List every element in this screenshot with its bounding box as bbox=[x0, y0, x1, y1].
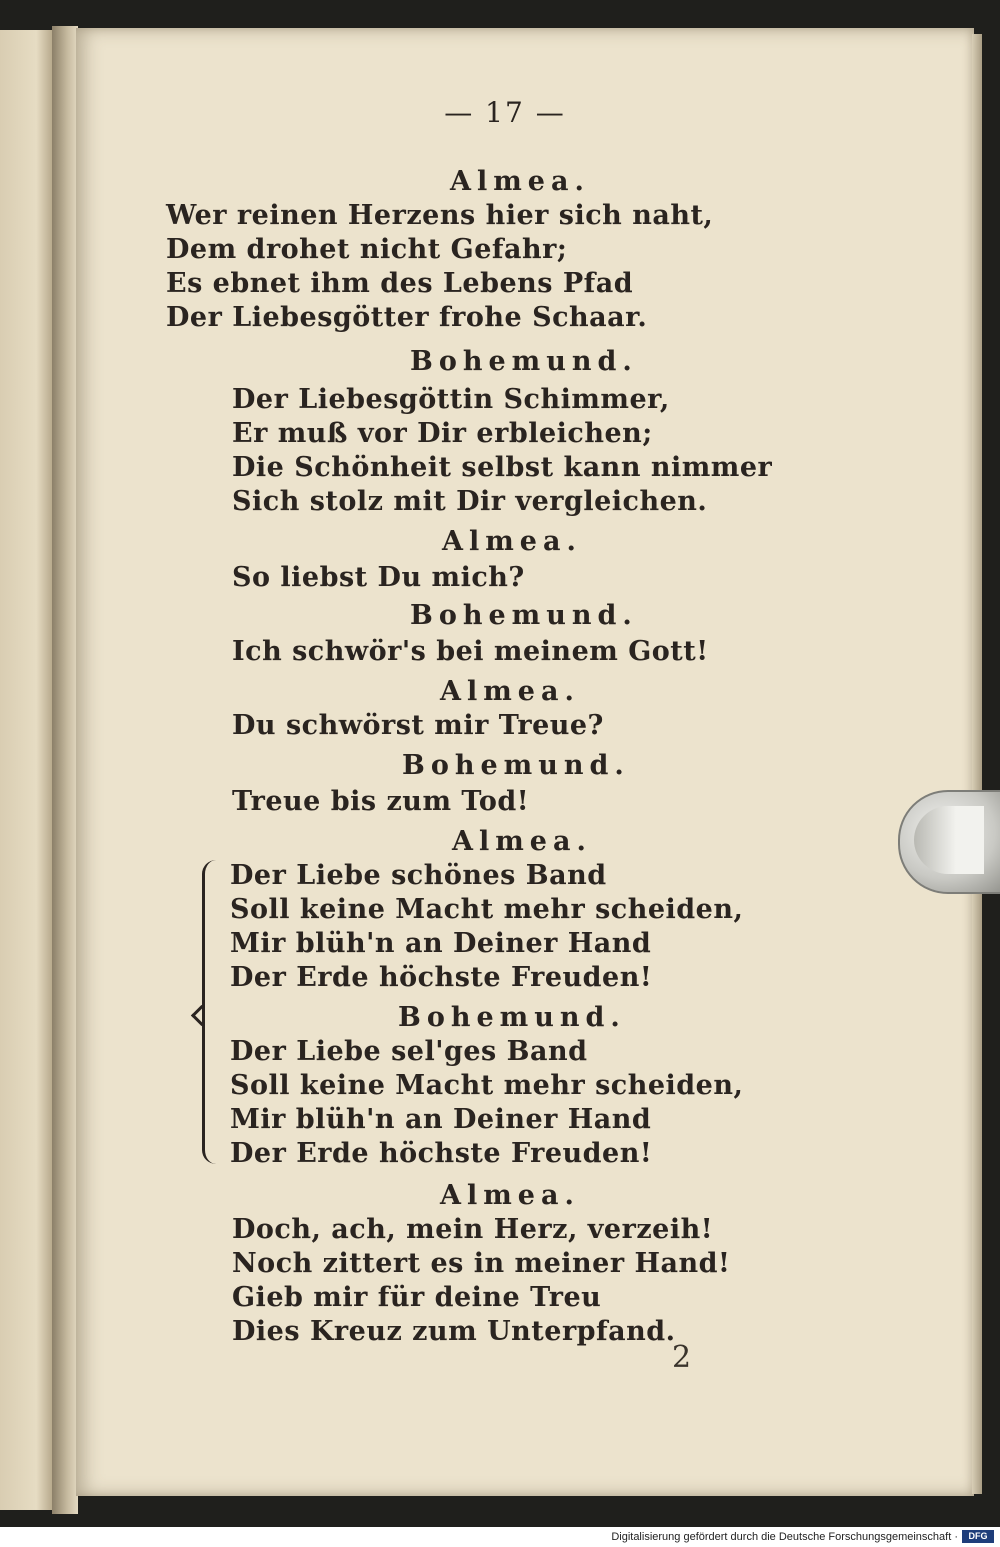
book-spine bbox=[52, 26, 78, 1514]
speaker-name: Almea. bbox=[452, 826, 592, 857]
speaker-name: Almea. bbox=[442, 526, 582, 557]
verse-line: Der Erde höchste Freuden! bbox=[230, 1138, 653, 1169]
verse-line: Soll keine Macht mehr scheiden, bbox=[230, 1070, 744, 1101]
verse-line: Ich schwör's bei meinem Gott! bbox=[232, 636, 709, 667]
dfg-logo: DFG bbox=[962, 1530, 994, 1543]
verse-line: Doch, ach, mein Herz, verzeih! bbox=[232, 1214, 714, 1245]
verse-line: Mir blüh'n an Deiner Hand bbox=[230, 928, 652, 959]
verse-line: Es ebnet ihm des Lebens Pfad bbox=[166, 268, 634, 299]
page-number: — 17 — bbox=[444, 96, 566, 129]
verse-line: Der Liebesgötter frohe Schaar. bbox=[166, 302, 648, 333]
speaker-name: Bohemund. bbox=[398, 1002, 626, 1033]
speaker-name: Almea. bbox=[440, 1180, 580, 1211]
verse-line: Du schwörst mir Treue? bbox=[232, 710, 604, 741]
verse-line: Der Liebe sel'ges Band bbox=[230, 1036, 588, 1067]
verse-line: Der Liebesgöttin Schimmer, bbox=[232, 384, 670, 415]
facing-page-edge bbox=[0, 30, 52, 1510]
verse-line: Der Liebe schönes Band bbox=[230, 860, 607, 891]
verse-line: Gieb mir für deine Treu bbox=[232, 1282, 602, 1313]
footer-credit: Digitalisierung gefördert durch die Deutsche Forschungsgemeinschaft · bbox=[611, 1531, 958, 1543]
digitization-footer bbox=[0, 1527, 1000, 1547]
verse-line: Er muß vor Dir erbleichen; bbox=[232, 418, 653, 449]
speaker-name: Bohemund. bbox=[410, 600, 638, 631]
page-edge bbox=[972, 34, 982, 1494]
verse-line: Treue bis zum Tod! bbox=[232, 786, 530, 817]
verse-line: Die Schönheit selbst kann nimmer bbox=[232, 452, 773, 483]
speaker-name: Bohemund. bbox=[402, 750, 630, 781]
verse-line: Noch zittert es in meiner Hand! bbox=[232, 1248, 731, 1279]
verse-line: So liebst Du mich? bbox=[232, 562, 525, 593]
page-clip-inner bbox=[914, 806, 984, 874]
verse-line: Dies Kreuz zum Unterpfand. bbox=[232, 1316, 676, 1347]
verse-line: Wer reinen Herzens hier sich naht, bbox=[166, 200, 714, 231]
speaker-name: Almea. bbox=[450, 166, 590, 197]
sheet-signature: 2 bbox=[672, 1340, 692, 1375]
verse-line: Soll keine Macht mehr scheiden, bbox=[230, 894, 744, 925]
verse-line: Mir blüh'n an Deiner Hand bbox=[230, 1104, 652, 1135]
page-clip-icon bbox=[898, 790, 1000, 894]
speaker-name: Bohemund. bbox=[410, 346, 638, 377]
speaker-name: Almea. bbox=[440, 676, 580, 707]
verse-line: Dem drohet nicht Gefahr; bbox=[166, 234, 568, 265]
verse-line: Sich stolz mit Dir vergleichen. bbox=[232, 486, 708, 517]
verse-line: Der Erde höchste Freuden! bbox=[230, 962, 653, 993]
